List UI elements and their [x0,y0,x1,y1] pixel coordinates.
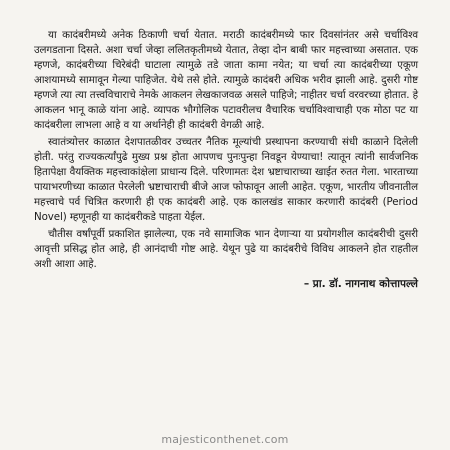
site-watermark: majesticonthenet.com [161,433,289,446]
paragraph-second-edition: चौतीस वर्षांपूर्वी प्रकाशित झालेल्या, एक नवे सामाजिक भान देणाऱ्या या प्रयोगशील कादंबरीची दुसरी आवृत्ती प्रसिद्ध होत आहे, ही आनंदाची गोष्ट आहे. येथून पुढे या कादंबरीचे विविध आकलने होत राहतील अशी आशा आहे. [34,228,418,270]
paragraph-discussions: या कादंबरीमध्ये अनेक ठिकाणी चर्चा येतात. मराठी कादंबरीमध्ये फार दिवसांनंतर असे चर्चाविश्व उलगडताना दिसते. अशा चर्चा जेव्हा ललितकृतीमध्ये येतात, तेव्हा दोन बाबी फार महत्त्वाच्या असतात. एक म्हणजे, कादंबरीच्या चिरेबंदी घाटाला त्यामुळे तडे जाता कामा नयेत; या चर्चा त्या कादंबरीच्या एकूण आशयामध्ये सामावून गेल्या पाहिजेत. येथे तसे होते. त्यामुळे कादंबरी अधिक भरीव झाली आहे. दुसरी गोष्ट म्हणजे त्या त्या तत्त्वविचाराचे नेमके आकलन लेखकाजवळ असले पाहिजे; नाहीतर चर्चा वरवरच्या होतात. हे आकलन भानू काळे यांना आहे. व्यापक भौगोलिक पटावरीलच वैचारिक चर्चाविश्वाचाही एक मोठा पट या कादंबरीला लाभला आहे व या अर्थानेही ही कादंबरी वेगळी आहे. [34,29,418,131]
author-signature: – प्रा. डॉ. नागनाथ कोत्तापल्ले [303,278,418,290]
paragraph-post-independence: स्वातंत्र्योत्तर काळात देशपातळीवर उच्चतर नैतिक मूल्यांची प्रस्थापना करण्याची संधी काळाने दिलेली होती. परंतु राज्यकर्त्यांपुढे मुख्य प्रश्न होता आपणच पुनःपुन्हा निवडून येण्याचा! त्यातून त्यांनी सार्वजनिक हितापेक्षा वैयक्तिक महत्त्वाकांक्षेला प्राधान्य दिले. परिणामतः देश भ्रष्टाचाराच्या खाईत रुतत गेला. भारताच्या पायाभरणीच्या काळात पेरलेली भ्रष्टाचाराची बीजे आज फोफावून आली आहेत. एकूण, भारतीय जीवनातील महत्त्वाचे पर्व चित्रित करणारी ही एक कादंबरी आहे. एक कालखंड साकार करणारी कादंबरी (Period Novel) म्हणूनही या कादंबरीकडे पाहता येईल. [34,136,418,223]
